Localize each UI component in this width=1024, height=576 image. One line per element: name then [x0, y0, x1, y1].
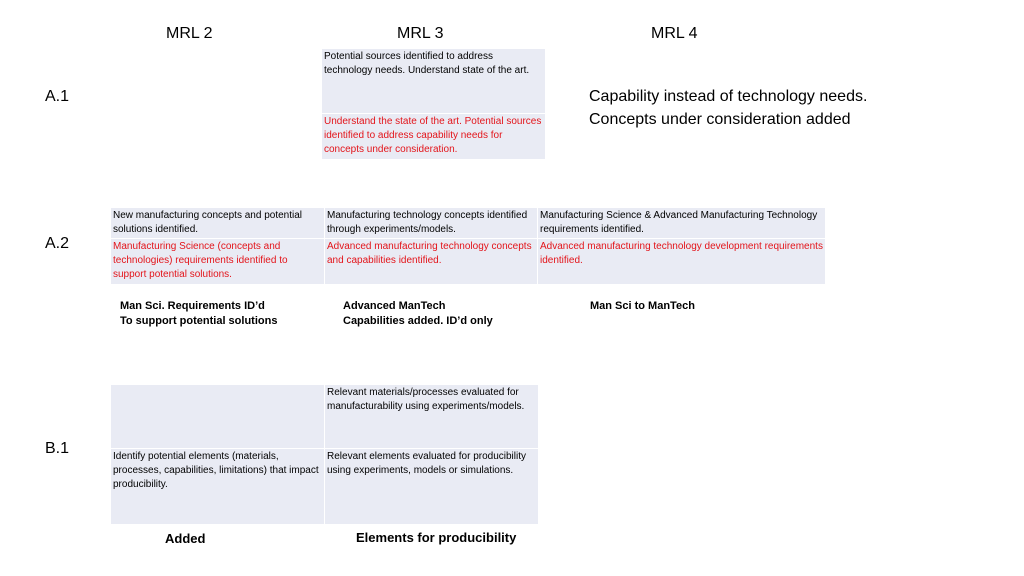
- row-label-a2: A.2: [45, 235, 70, 252]
- header-mrl4: MRL 4: [651, 25, 698, 42]
- b1-mrl3-bottom-text: Relevant elements evaluated for producibility using experiments, models or simulations.: [327, 451, 526, 476]
- a1-note-line2: Concepts under consideration added: [589, 111, 851, 128]
- a2-mrl3-bottom-cell: [325, 239, 537, 284]
- a2-mrl4-top-cell: [538, 208, 825, 238]
- a2-mrl4-note: Man Sci to ManTech: [590, 300, 695, 312]
- b1-mrl2-top-cell: [111, 385, 324, 448]
- a2-mrl4-top-text: Manufacturing Science & Advanced Manufacturing Technology requirements identified.: [540, 210, 818, 235]
- a1-mrl3-top-text: Potential sources identified to address technology needs. Understand state of the art.: [324, 51, 530, 76]
- b1-mrl2-bottom-text: Identify potential elements (materials, processes, capabilities, limitations) that impact producibility.: [113, 451, 319, 490]
- a2-mrl3-note: [343, 299, 493, 329]
- header-mrl3: MRL 3: [397, 25, 444, 42]
- a1-note: [589, 85, 867, 131]
- a2-mrl2-top-cell: [111, 208, 324, 238]
- a2-mrl4-bottom-text: Advanced manufacturing technology development requirements identified.: [540, 241, 823, 266]
- b1-mrl3-note: Elements for producibility: [356, 530, 517, 545]
- a1-mrl3-top-cell: [322, 49, 545, 113]
- b1-mrl3-bottom-cell: [325, 449, 538, 524]
- a2-mrl3-note-line1: Advanced ManTech: [343, 300, 446, 312]
- b1-mrl2-note: Added: [165, 531, 206, 546]
- b1-mrl3-top-text: Relevant materials/processes evaluated for manufacturability using experiments/models.: [327, 387, 525, 412]
- a1-mrl3-bottom-text: Understand the state of the art. Potential sources identified to address capability needs for concepts under consideration.: [324, 116, 542, 155]
- row-label-b1: B.1: [45, 440, 70, 457]
- a2-mrl4-bottom-cell: [538, 239, 825, 284]
- a2-mrl3-note-line2: Capabilities added. ID’d only: [343, 315, 493, 327]
- row-label-a1: A.1: [45, 88, 70, 105]
- a2-mrl3-bottom-text: Advanced manufacturing technology concepts and capabilities identified.: [327, 241, 532, 266]
- a2-mrl2-top-text: New manufacturing concepts and potential solutions identified.: [113, 210, 303, 235]
- a2-mrl2-note-line2: To support potential solutions: [120, 315, 278, 327]
- a2-mrl2-note: [120, 299, 277, 329]
- a1-mrl3-bottom-cell: [322, 114, 545, 159]
- b1-mrl3-top-cell: [325, 385, 538, 448]
- b1-mrl2-bottom-cell: [111, 449, 324, 524]
- a2-mrl2-note-line1: Man Sci. Requirements ID’d: [120, 300, 265, 312]
- a1-note-line1: Capability instead of technology needs.: [589, 88, 868, 105]
- header-mrl2: MRL 2: [166, 25, 213, 42]
- a2-mrl2-bottom-text: Manufacturing Science (concepts and technologies) requirements identified to support potential solutions.: [113, 241, 288, 280]
- a2-mrl3-top-text: Manufacturing technology concepts identified through experiments/models.: [327, 210, 528, 235]
- a2-mrl2-bottom-cell: [111, 239, 324, 284]
- a2-mrl3-top-cell: [325, 208, 537, 238]
